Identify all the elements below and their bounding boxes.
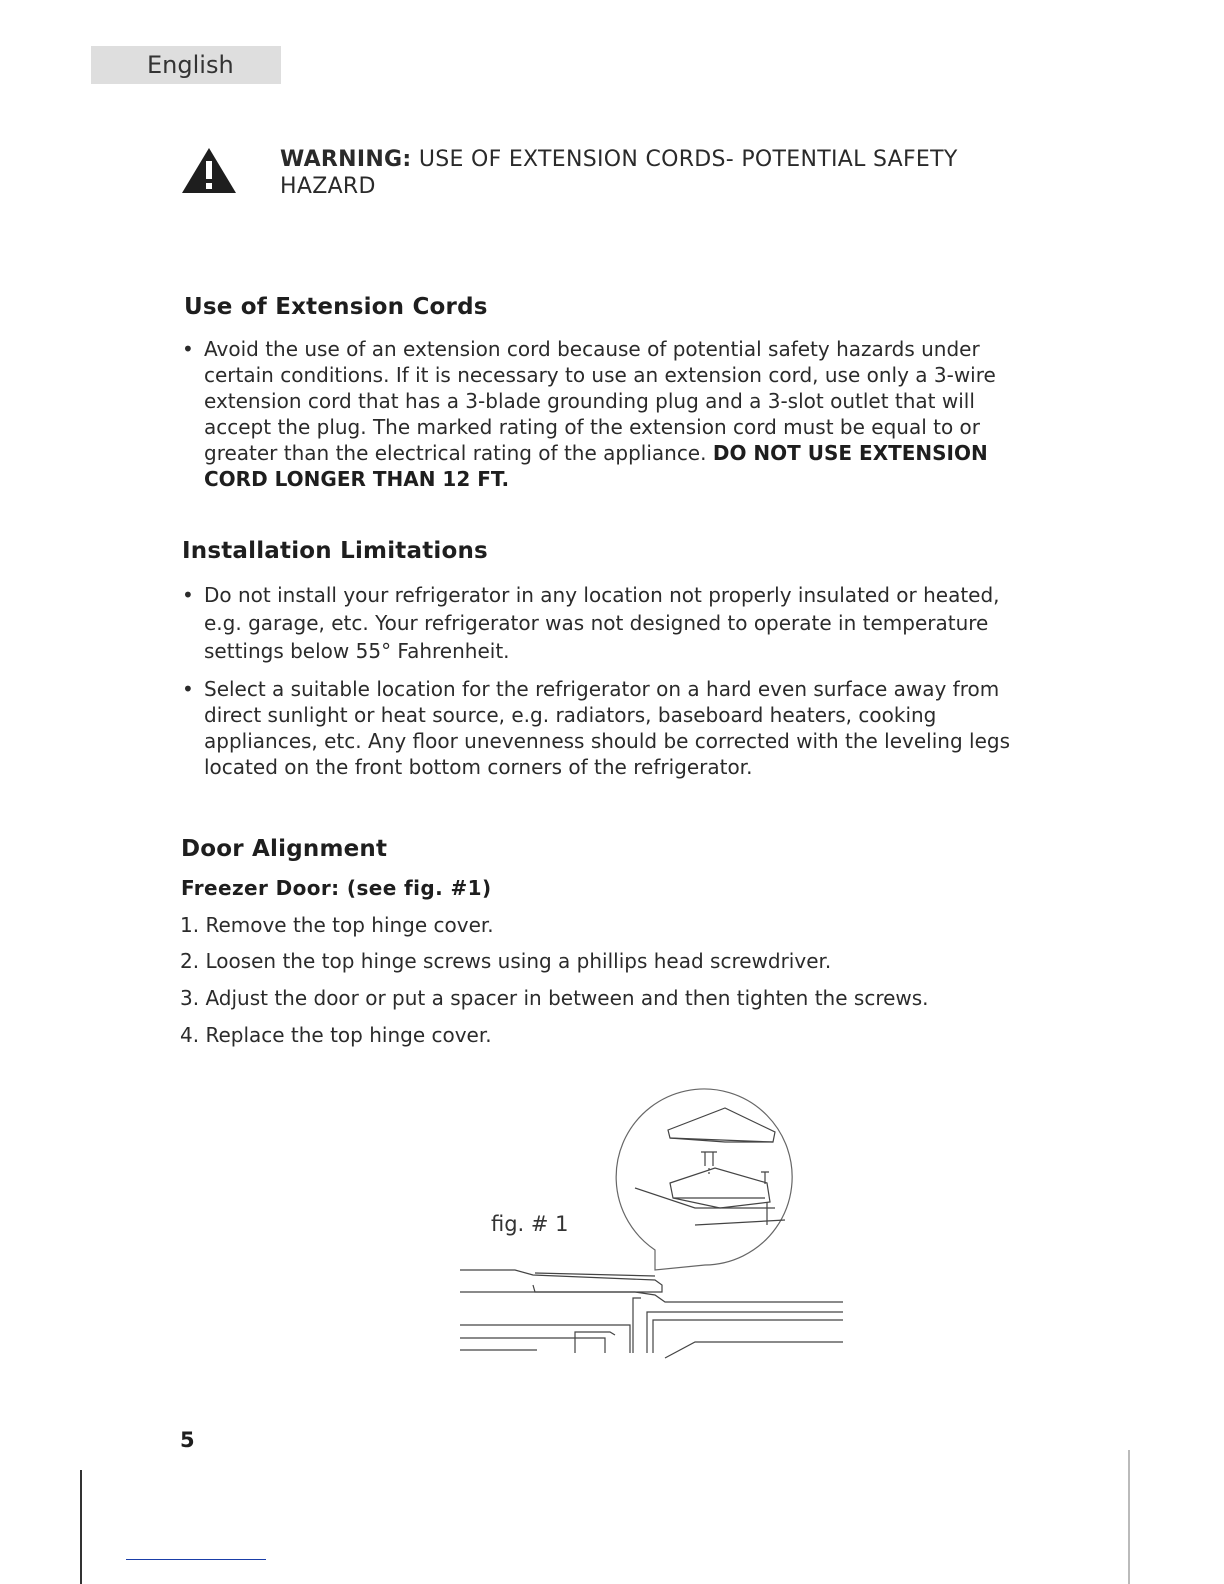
section-title-extension-cords: Use of Extension Cords xyxy=(184,294,488,320)
freezer-door-subtitle: Freezer Door: (see fig. #1) xyxy=(181,876,492,900)
page-number: 5 xyxy=(180,1428,195,1452)
installation-item: • Select a suitable location for the refrigerator on a hard even surface away from direct sunlight or heat source, e.g. radiators, baseboard heaters, cooking appliances, etc. Any floor unevenness should be corrected with the leveling legs located on the front bottom corners of the refrigerator. xyxy=(182,676,1012,780)
installation-item: • Do not install your refrigerator in any location not properly insulated or heated, e.g. garage, etc. Your refrigerator was not designed to operate in temperature settings below 55° Fahrenheit. xyxy=(182,581,1012,665)
figure-label: fig. # 1 xyxy=(491,1212,569,1236)
hinge-figure xyxy=(455,1080,855,1375)
section-title-installation: Installation Limitations xyxy=(182,538,488,564)
warning-triangle-icon xyxy=(180,146,238,194)
section-title-door-alignment: Door Alignment xyxy=(181,836,388,862)
scan-edge-left xyxy=(80,1470,82,1584)
alignment-step: 2. Loosen the top hinge screws using a phillips head screwdriver. xyxy=(180,949,832,973)
extension-cord-emphasis: DO NOT USE EXTENSION CORD LONGER THAN 12 FT. xyxy=(204,441,988,491)
scan-edge-right xyxy=(1128,1450,1130,1584)
extension-cord-body: Avoid the use of an extension cord because of potential safety hazards under certain conditions. If it is necessary to use an extension cord, use only a 3-wire extension cord that has a 3-blade grounding plug and a 3-slot outlet that will accept the plug. The marked rating of the extension cord must be equal to or greater than the electrical rating of the appliance. xyxy=(204,337,996,465)
extension-cord-paragraph xyxy=(182,336,1012,492)
warning-message: USE OF EXTENSION CORDS- POTENTIAL SAFETY HAZARD xyxy=(280,147,958,199)
alignment-step: 1. Remove the top hinge cover. xyxy=(180,913,494,937)
language-tab: English xyxy=(91,46,281,84)
alignment-step: 4. Replace the top hinge cover. xyxy=(180,1023,492,1047)
warning-text xyxy=(280,146,1040,200)
bottom-rule xyxy=(126,1559,266,1560)
alignment-step: 3. Adjust the door or put a spacer in between and then tighten the screws. xyxy=(180,986,929,1010)
warning-label: WARNING: xyxy=(280,147,412,172)
